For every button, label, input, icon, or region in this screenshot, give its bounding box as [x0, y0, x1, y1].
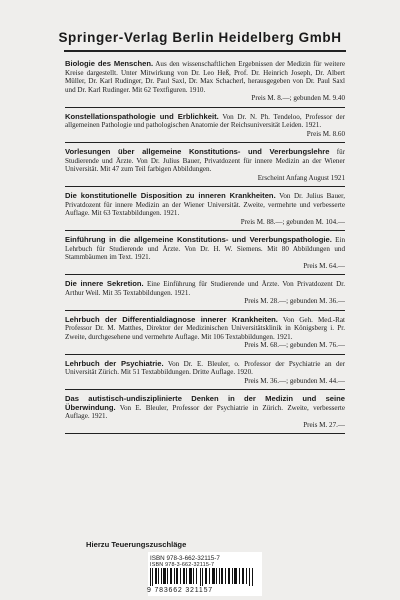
book-price: Preis M. 8.60 — [306, 129, 345, 138]
book-description: Von Dr. E. Bleuler, o. Professor der Psychiatrie an der Universität Zürich. Mit 51 Textabbildungen. Dritte Auflage. 1920. — [65, 359, 345, 376]
book-entry — [65, 60, 345, 108]
book-entry — [65, 113, 345, 144]
price-surcharge-note: Hierzu Teuerungszuschläge — [86, 540, 187, 549]
book-entry — [65, 236, 345, 275]
book-description: Von Dr. Julius Bauer, Privatdozent für innere Medizin an der Wiener Universität. Zweite, vermehrte und verbesserte Auflage. Mit 63 Textabbildungen. 1921. — [65, 192, 345, 217]
book-title: Das autistisch-undisziplinierte Denken in der Medizin und seine Überwindung. — [65, 394, 345, 412]
book-title: Lehrbuch der Psychiatrie. — [65, 358, 164, 368]
book-title: Vorlesungen über allgemeine Konstitutions- und Vererbungslehre — [65, 147, 330, 156]
top-rule — [64, 50, 346, 52]
book-price: Erscheint Anfang August 1921 — [257, 173, 345, 182]
book-description: Von Geh. Med.-Rat Professor Dr. M. Matthes, Direktor der Medizinischen Universitätsklinik in Königsberg i. Pr. Zweite, durchgesehene und vermehrte Auflage. Mit 106 Textabbildungen. 1921. — [65, 315, 345, 341]
book-price: Preis M. 68.—; gebunden M. 76.— — [244, 341, 345, 349]
book-price: Preis M. 27.— — [303, 420, 345, 429]
book-entry — [65, 192, 345, 231]
book-description: für Studierende und Ärzte. Von Dr. Julius Bauer, Privatdozent für innere Medizin an der Wiener Universität. Mit 47 zum Teil farbigen Abbildungen. — [65, 148, 345, 173]
book-entry — [65, 395, 345, 434]
book-title: Einführung in die allgemeine Konstitutions- und Vererbungspathologie. — [65, 235, 332, 244]
isbn-small-label: ISBN 978-3-662-32115-7 — [150, 562, 215, 568]
book-entry — [65, 148, 345, 187]
book-entry — [65, 280, 345, 311]
book-entry — [65, 316, 345, 355]
book-description: Ein Lehrbuch für Studierende und Ärzte. Von Dr. H. W. Siemens. Mit 80 Abbildungen und Stammbäumen im Text. 1921. — [65, 236, 345, 261]
publisher-name: Springer-Verlag Berlin Heidelberg GmbH — [58, 30, 342, 45]
barcode-bars — [150, 568, 254, 586]
book-price: Preis M. 28.—; gebunden M. 36.— — [244, 297, 345, 305]
book-list — [65, 60, 345, 439]
book-title: Die konstitutionelle Disposition zu inneren Krankheiten. — [65, 191, 276, 200]
book-description: Von Dr. N. Ph. Tendeloo, Professor der allgemeinen Pathologie und pathologischen Anatomie der Reichsuniversität Leiden. 1921. — [65, 112, 345, 129]
book-price: Preis M. 64.— — [303, 261, 345, 270]
barcode-digits: 9 783662 321157 — [147, 587, 213, 594]
book-title: Die innere Sekretion. — [65, 279, 144, 288]
isbn-label: ISBN 978-3-662-32115-7 — [150, 555, 220, 562]
book-entry — [65, 360, 345, 391]
book-title: Biologie des Menschen. — [65, 59, 154, 68]
book-description: Eine Einführung für Studierende und Ärzte. Von Privatdozent Dr. Arthur Weil. Mit 35 Textabbildungen. 1921. — [65, 280, 346, 297]
book-price: Preis M. 88.—; gebunden M. 104.— — [240, 217, 345, 226]
book-description: Von E. Bleuler, Professor der Psychiatrie in Zürich. Zweite, verbesserte Auflage. 1921. — [65, 403, 345, 420]
book-title: Lehrbuch der Differentialdiagnose innerer Krankheiten. — [65, 314, 278, 324]
book-title: Konstellationspathologie und Erblichkeit. — [65, 111, 219, 121]
book-price: Preis M. 8.—; gebunden M. 9.40 — [251, 94, 345, 102]
book-description: Aus den wissenschaftlichen Ergebnissen der Medizin für weitere Kreise dargestellt. Unter Mitwirkung von Dr. Leo Heß, Prof. Dr. Heinrich Joseph, Dr. Albert Müller, Dr. Karl Rudinger, Dr. Paul Saxl, Dr. Max Schacherl, herausgegeben von Dr. Paul Saxl und Dr. Karl Rudinger. Mit 62 Textfiguren. 1910. — [65, 60, 345, 94]
book-price: Preis M. 36.—; gebunden M. 44.— — [244, 376, 345, 385]
